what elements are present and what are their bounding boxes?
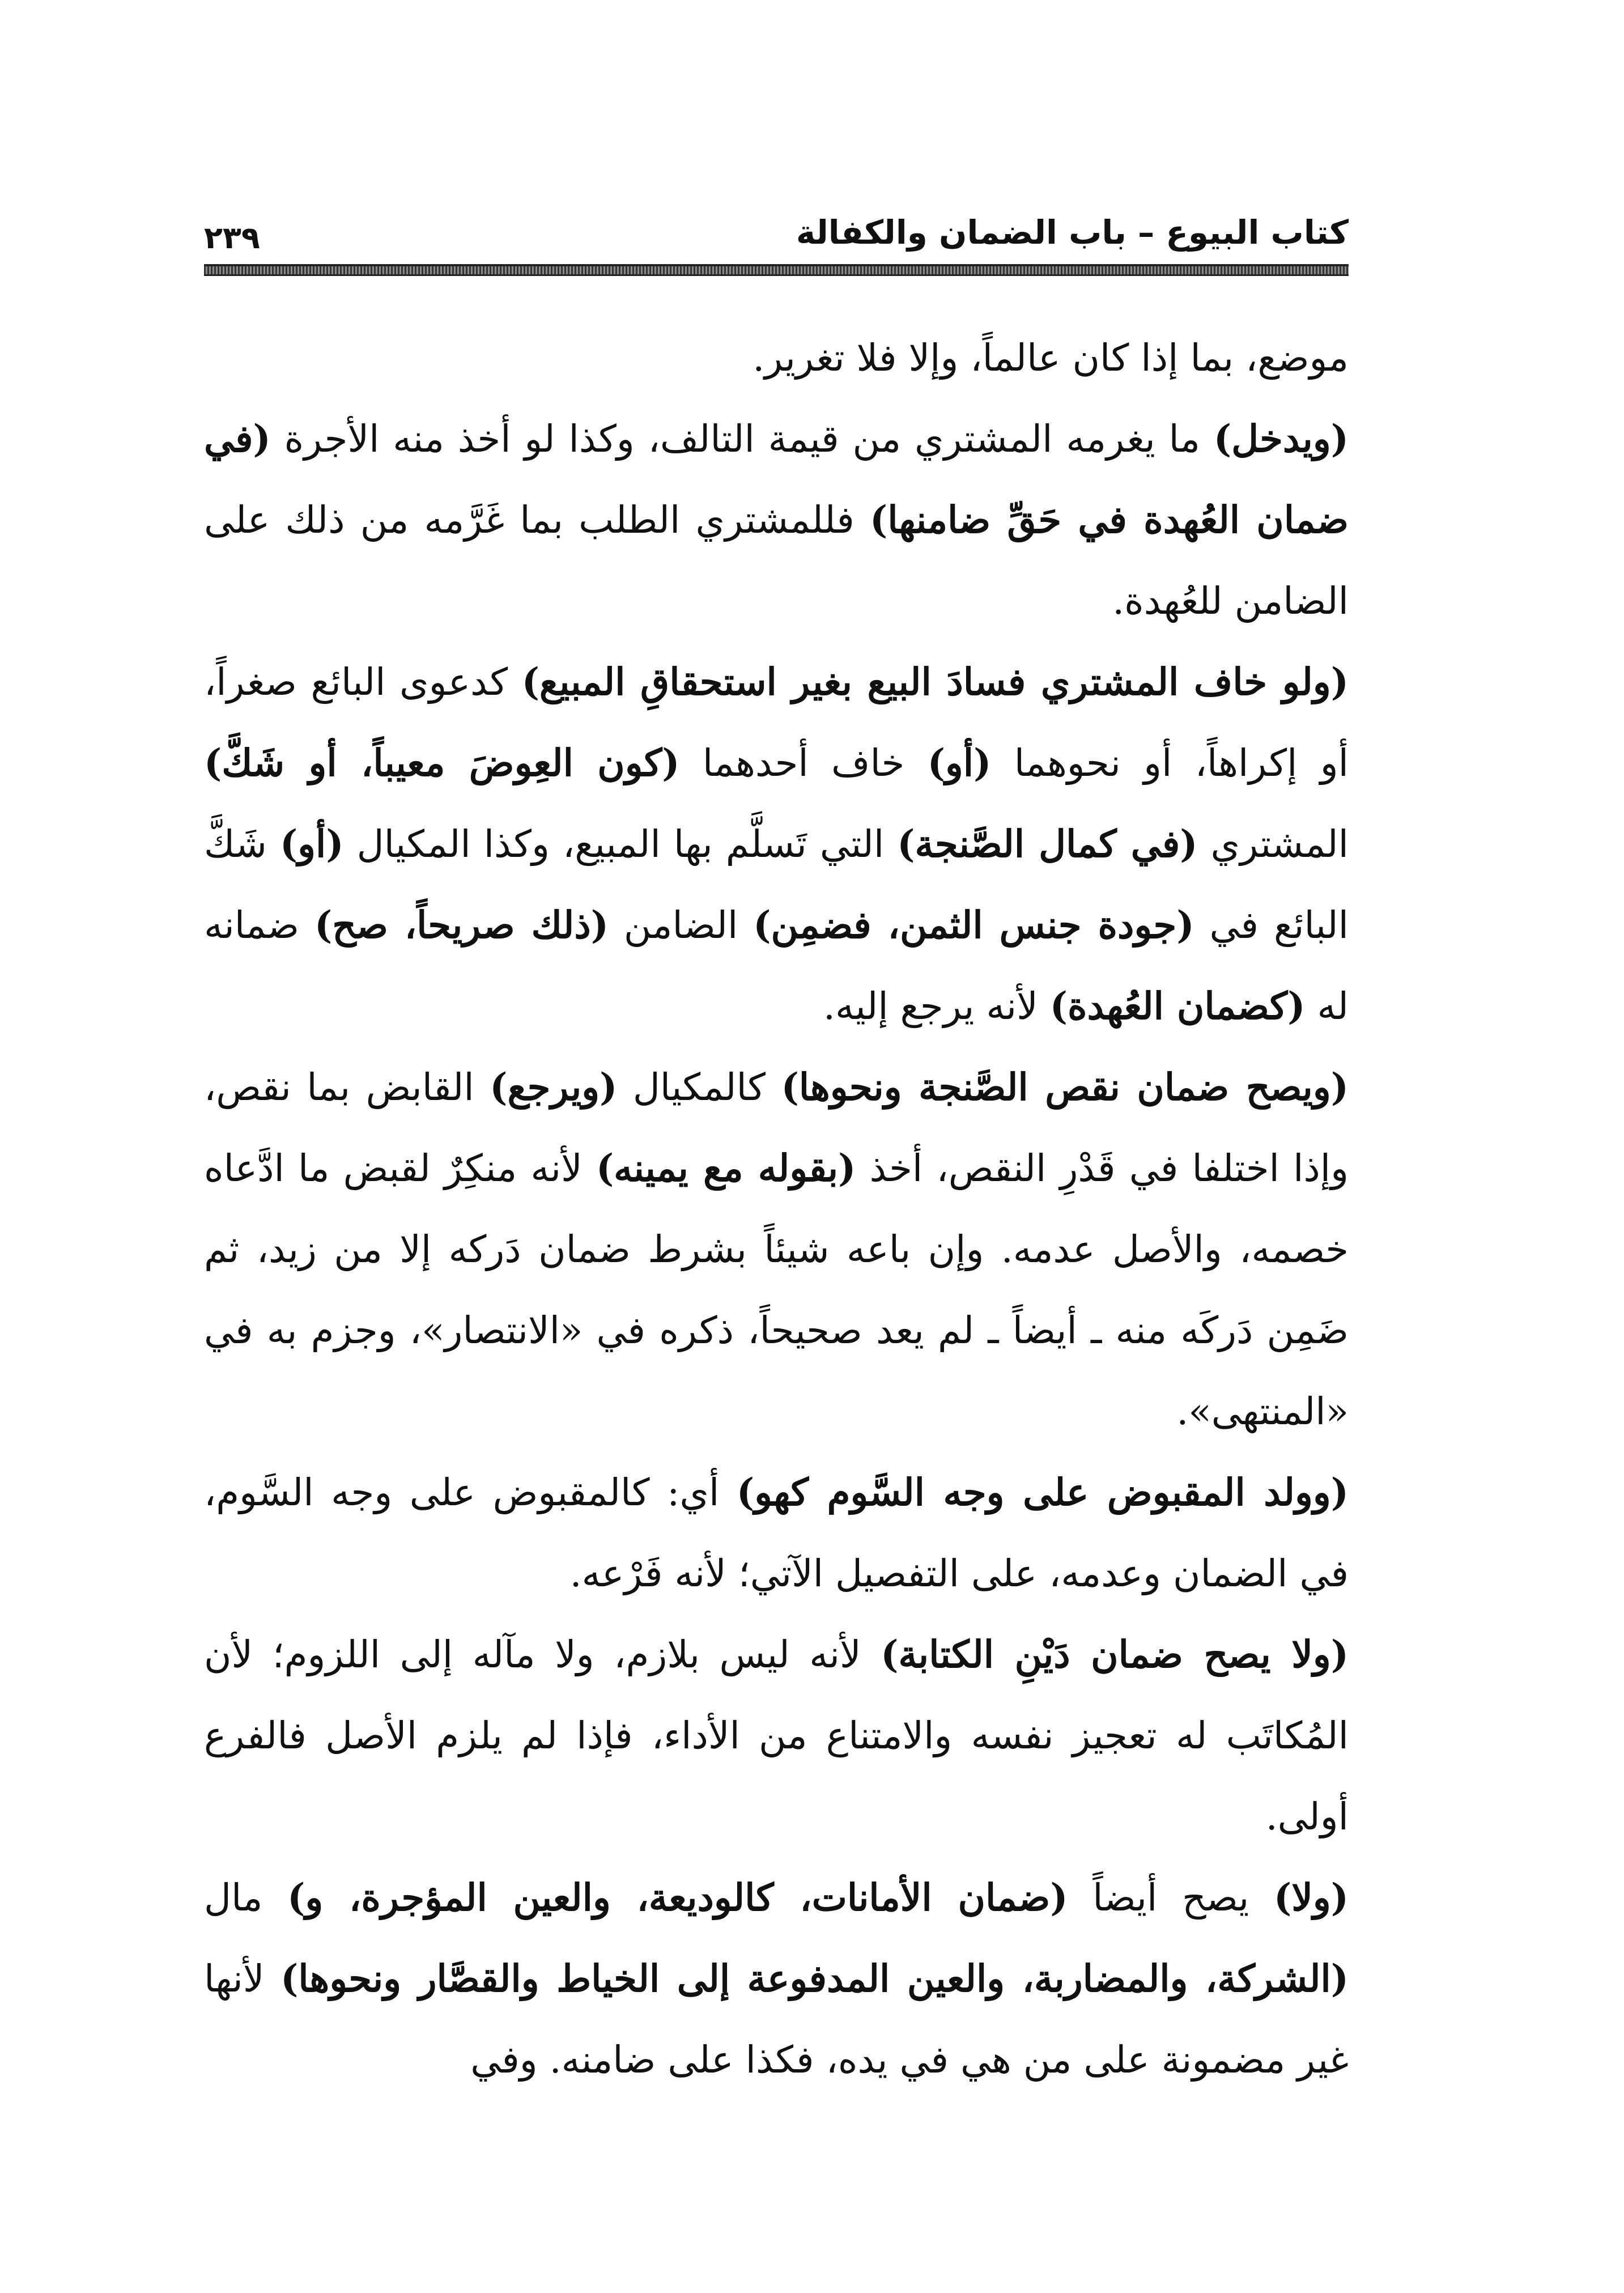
- paragraph: [204, 1614, 1349, 1857]
- header-title: كتاب البيوع – باب الضمان والكفالة: [796, 213, 1349, 252]
- paragraph: [204, 1452, 1349, 1614]
- text-segment: شَكَّ البائع في: [204, 822, 1349, 947]
- text-segment: أي: كالمقبوض على وجه السَّوم، في الضمان وعدمه، على التفصيل الآتي؛ لأنه فَرْعه.: [204, 1471, 1349, 1595]
- bold-text-segment: (جودة جنس الثمن، فضمِن): [753, 903, 1194, 947]
- paragraph: [204, 1047, 1349, 1452]
- text-segment: يصح أيضاً: [1068, 1876, 1274, 1920]
- text-segment: المشتري: [1197, 822, 1349, 866]
- bold-text-segment: (أو): [927, 741, 992, 785]
- text-segment: لأنها غير مضمونة على من هي في يده، فكذا على ضامنه. وفي: [204, 1957, 1349, 2082]
- paragraph: [204, 1857, 1349, 2100]
- bold-text-segment: (ذلك صريحاً، صح): [314, 903, 609, 947]
- paragraph: [204, 398, 1349, 642]
- text-segment: ضمانه له: [204, 903, 1349, 1028]
- bold-text-segment: (في كمال الصَّنجة): [897, 822, 1198, 866]
- text-segment: فللمشتري الطلب بما غَرَّمه من ذلك على الضامن للعُهدة.: [204, 498, 1349, 623]
- text-segment: لأنه ليس بلازم، ولا مآله إلى اللزوم؛ لأن المُكاتَب له تعجيز نفسه والامتناع من الأداء، فإذا لم يلزم الأصل فالفرع أولى.: [204, 1633, 1349, 1838]
- text-segment: لأنه يرجع إليه.: [823, 984, 1050, 1028]
- text-segment: القابض بما نقص، وإذا اختلفا في قَدْرِ النقص، أخذ: [204, 1065, 1349, 1190]
- running-header: [204, 204, 1349, 272]
- bold-text-segment: (الشركة، والمضاربة، والعين المدفوعة إلى الخياط والقصَّار ونحوها): [280, 1956, 1349, 2001]
- text-segment: كالمكيال: [617, 1065, 781, 1109]
- bold-text-segment: (كضمان العُهدة): [1049, 984, 1306, 1028]
- paragraph: [204, 317, 1349, 398]
- bold-text-segment: (ولا يصح ضمان دَيْنِ الكتابة): [881, 1632, 1349, 1676]
- body-text: [204, 317, 1349, 2100]
- bold-text-segment: (ويرجع): [490, 1065, 618, 1109]
- bold-text-segment: (أو): [279, 822, 344, 866]
- header-rule: [204, 264, 1349, 276]
- text-segment: موضع، بما إذا كان عالماً، وإلا فلا تغرير.: [753, 336, 1349, 380]
- bold-text-segment: (ضمان الأمانات، كالوديعة، والعين المؤجرة، و): [287, 1875, 1068, 1920]
- page-number: ٢٣٩: [204, 220, 260, 256]
- text-segment: خاف أحدهما: [679, 741, 928, 785]
- text-segment: التي تَسلَّم بها المبيع، وكذا المكيال: [343, 822, 898, 866]
- text-segment: الضامن: [608, 903, 754, 947]
- bold-text-segment: (ويدخل): [1213, 417, 1349, 461]
- text-segment: ما يغرمه المشتري من قيمة التالف، وكذا لو أخذ منه الأجرة: [270, 417, 1214, 461]
- bold-text-segment: (ولو خاف المشتري فسادَ البيع بغير استحقاقِ المبيع): [521, 660, 1349, 704]
- text-segment: لأنه منكِرٌ لقبض ما ادَّعاه خصمه، والأصل عدمه. وإن باعه شيئاً بشرط ضمان دَركه إلا من زيد، ثم ضَمِن دَركَه منه ـ أيضاً ـ لم يعد صحيحاً، ذكره في «الانتصار»، وجزم به في «المنتهى».: [204, 1146, 1349, 1433]
- bold-text-segment: (في ضمان العُهدة في حَقِّ ضامنها): [204, 417, 1349, 542]
- text-segment: مال: [204, 1876, 288, 1920]
- bold-text-segment: (ولا): [1274, 1875, 1349, 1920]
- bold-text-segment: (وولد المقبوض على وجه السَّوم كهو): [736, 1470, 1349, 1514]
- bold-text-segment: (كون العِوضَ معيباً، أو شَكَّ): [204, 741, 680, 785]
- paragraph: [204, 642, 1349, 1047]
- bold-text-segment: (بقوله مع يمينه): [596, 1146, 856, 1190]
- bold-text-segment: (ويصح ضمان نقص الصَّنجة ونحوها): [781, 1065, 1349, 1109]
- text-segment: كدعوى البائع صغراً، أو إكراهاً، أو نحوهما: [204, 660, 1349, 785]
